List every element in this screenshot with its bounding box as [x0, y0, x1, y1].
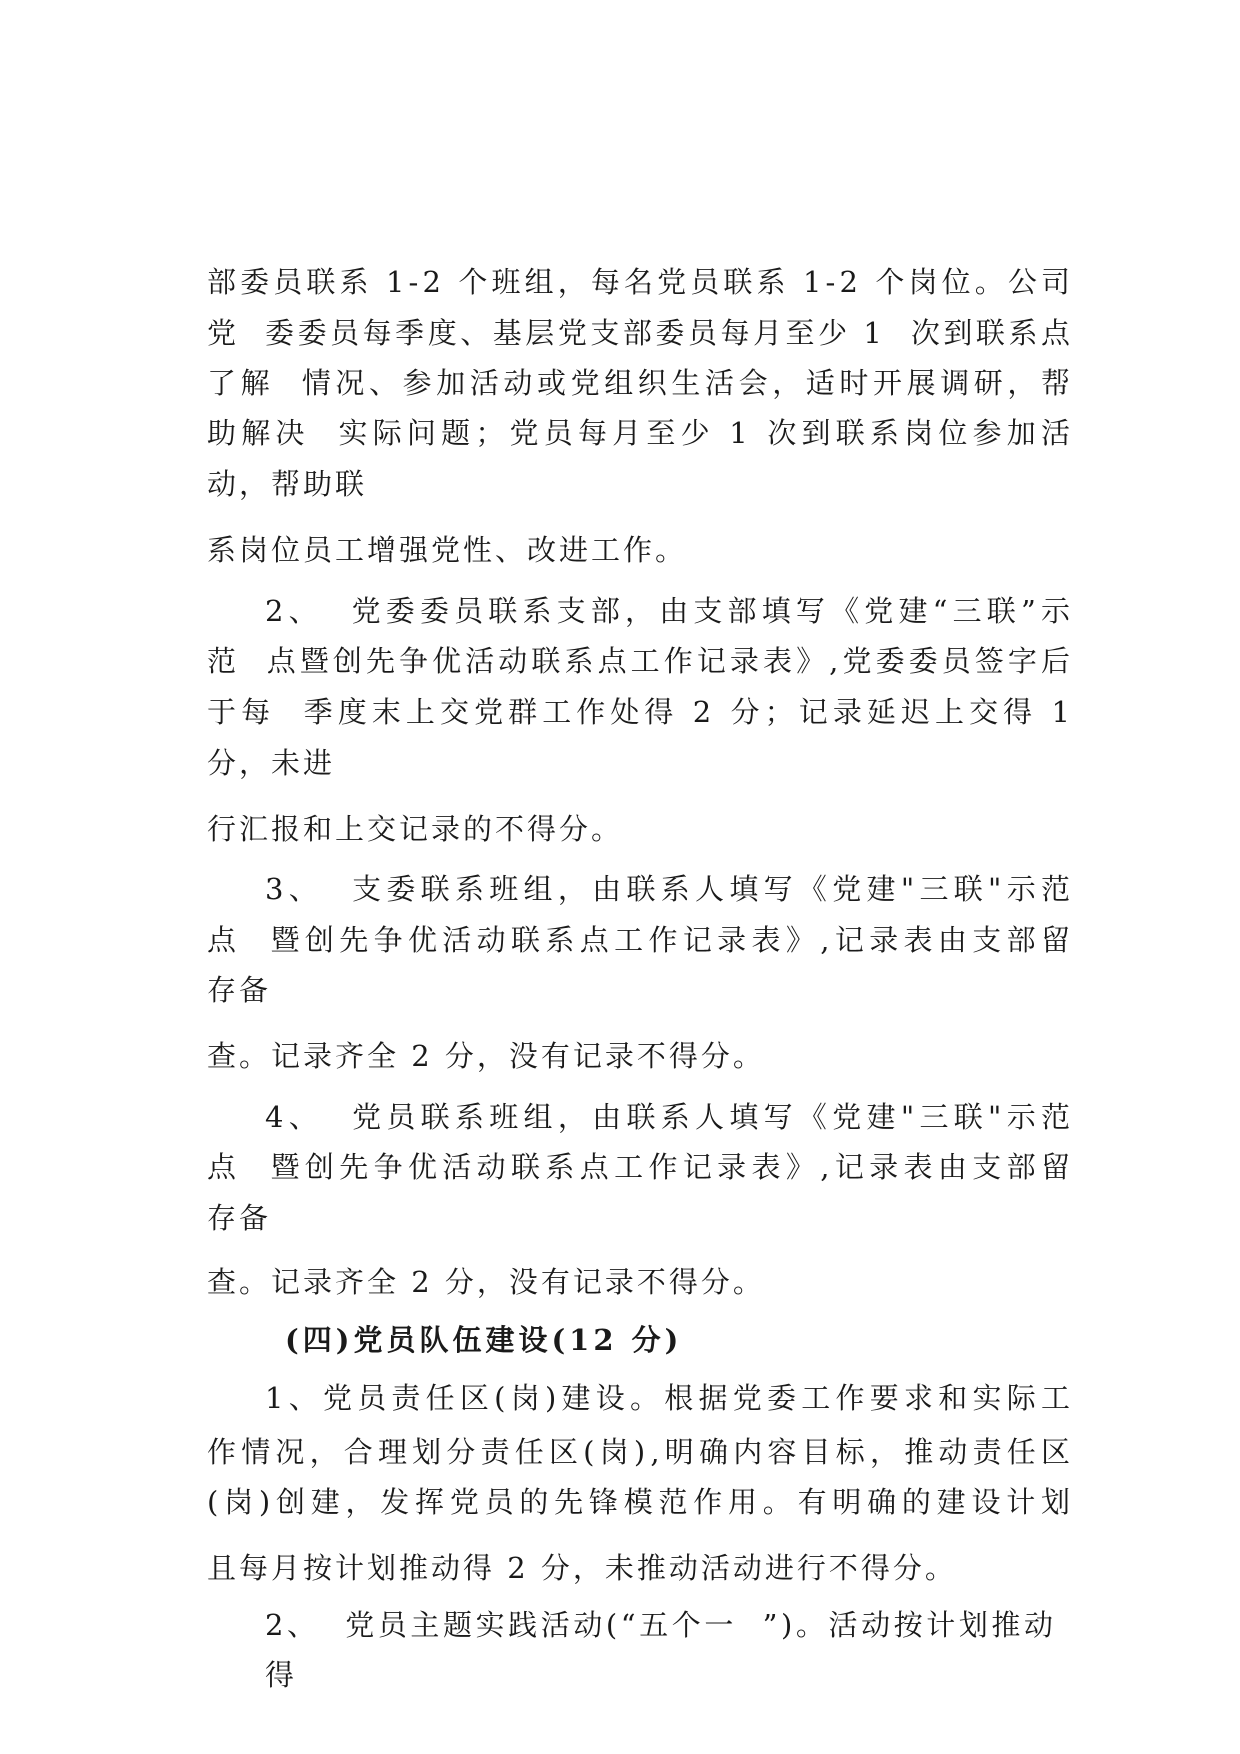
body-line: 党 委委员每季度、基层党支部委员每月至少 1 次到联系点 [207, 316, 1074, 350]
body-line: 作情况，合理划分责任区(岗),明确内容目标，推动责任区 [207, 1435, 1076, 1469]
body-line: 点 暨创先争优活动联系点工作记录表》,记录表由支部留 [207, 923, 1076, 957]
body-line: 2、 党员主题实践活动(“五个一 ”)。活动按计划推动 [265, 1608, 1057, 1642]
body-line: 得 [265, 1658, 298, 1692]
body-line: 3、 支委联系班组，由联系人填写《党建"三联"示范 [265, 872, 1076, 906]
body-line: 分，未进 [207, 746, 336, 780]
body-line: 存备 [207, 1201, 272, 1235]
body-line: 了解 情况、参加活动或党组织生活会，适时开展调研，帮 [207, 366, 1075, 400]
body-line: 动，帮助联 [207, 467, 368, 501]
body-line: 系岗位员工增强党性、改进工作。 [207, 533, 688, 567]
body-line: 范 点暨创先争优活动联系点工作记录表》,党委委员签字后 [207, 644, 1075, 678]
body-line: 2、 党委委员联系支部，由支部填写《党建“三联”示 [265, 594, 1076, 628]
body-line: (岗)创建，发挥党员的先锋模范作用。有明确的建设计划 [207, 1485, 1076, 1519]
body-line: 行汇报和上交记录的不得分。 [207, 812, 624, 846]
body-line: 且每月按计划推动得 2 分，未推动活动进行不得分。 [207, 1551, 957, 1585]
body-line: 4、 党员联系班组，由联系人填写《党建"三联"示范 [265, 1100, 1076, 1134]
body-line: 查。记录齐全 2 分，没有记录不得分。 [207, 1265, 765, 1299]
body-line: 于每 季度末上交党群工作处得 2 分；记录延迟上交得 1 [207, 695, 1076, 729]
section-heading: (四)党员队伍建设(12 分) [285, 1323, 683, 1357]
body-line: 1、党员责任区(岗)建设。根据党委工作要求和实际工 [265, 1381, 1076, 1415]
body-line: 助解决 实际问题；党员每月至少 1 次到联系岗位参加活 [207, 416, 1076, 450]
body-line: 部委员联系 1-2 个班组，每名党员联系 1-2 个岗位。公司 [207, 265, 1075, 299]
body-line: 点 暨创先争优活动联系点工作记录表》,记录表由支部留 [207, 1150, 1076, 1184]
body-line: 查。记录齐全 2 分，没有记录不得分。 [207, 1039, 765, 1073]
body-line: 存备 [207, 973, 272, 1007]
